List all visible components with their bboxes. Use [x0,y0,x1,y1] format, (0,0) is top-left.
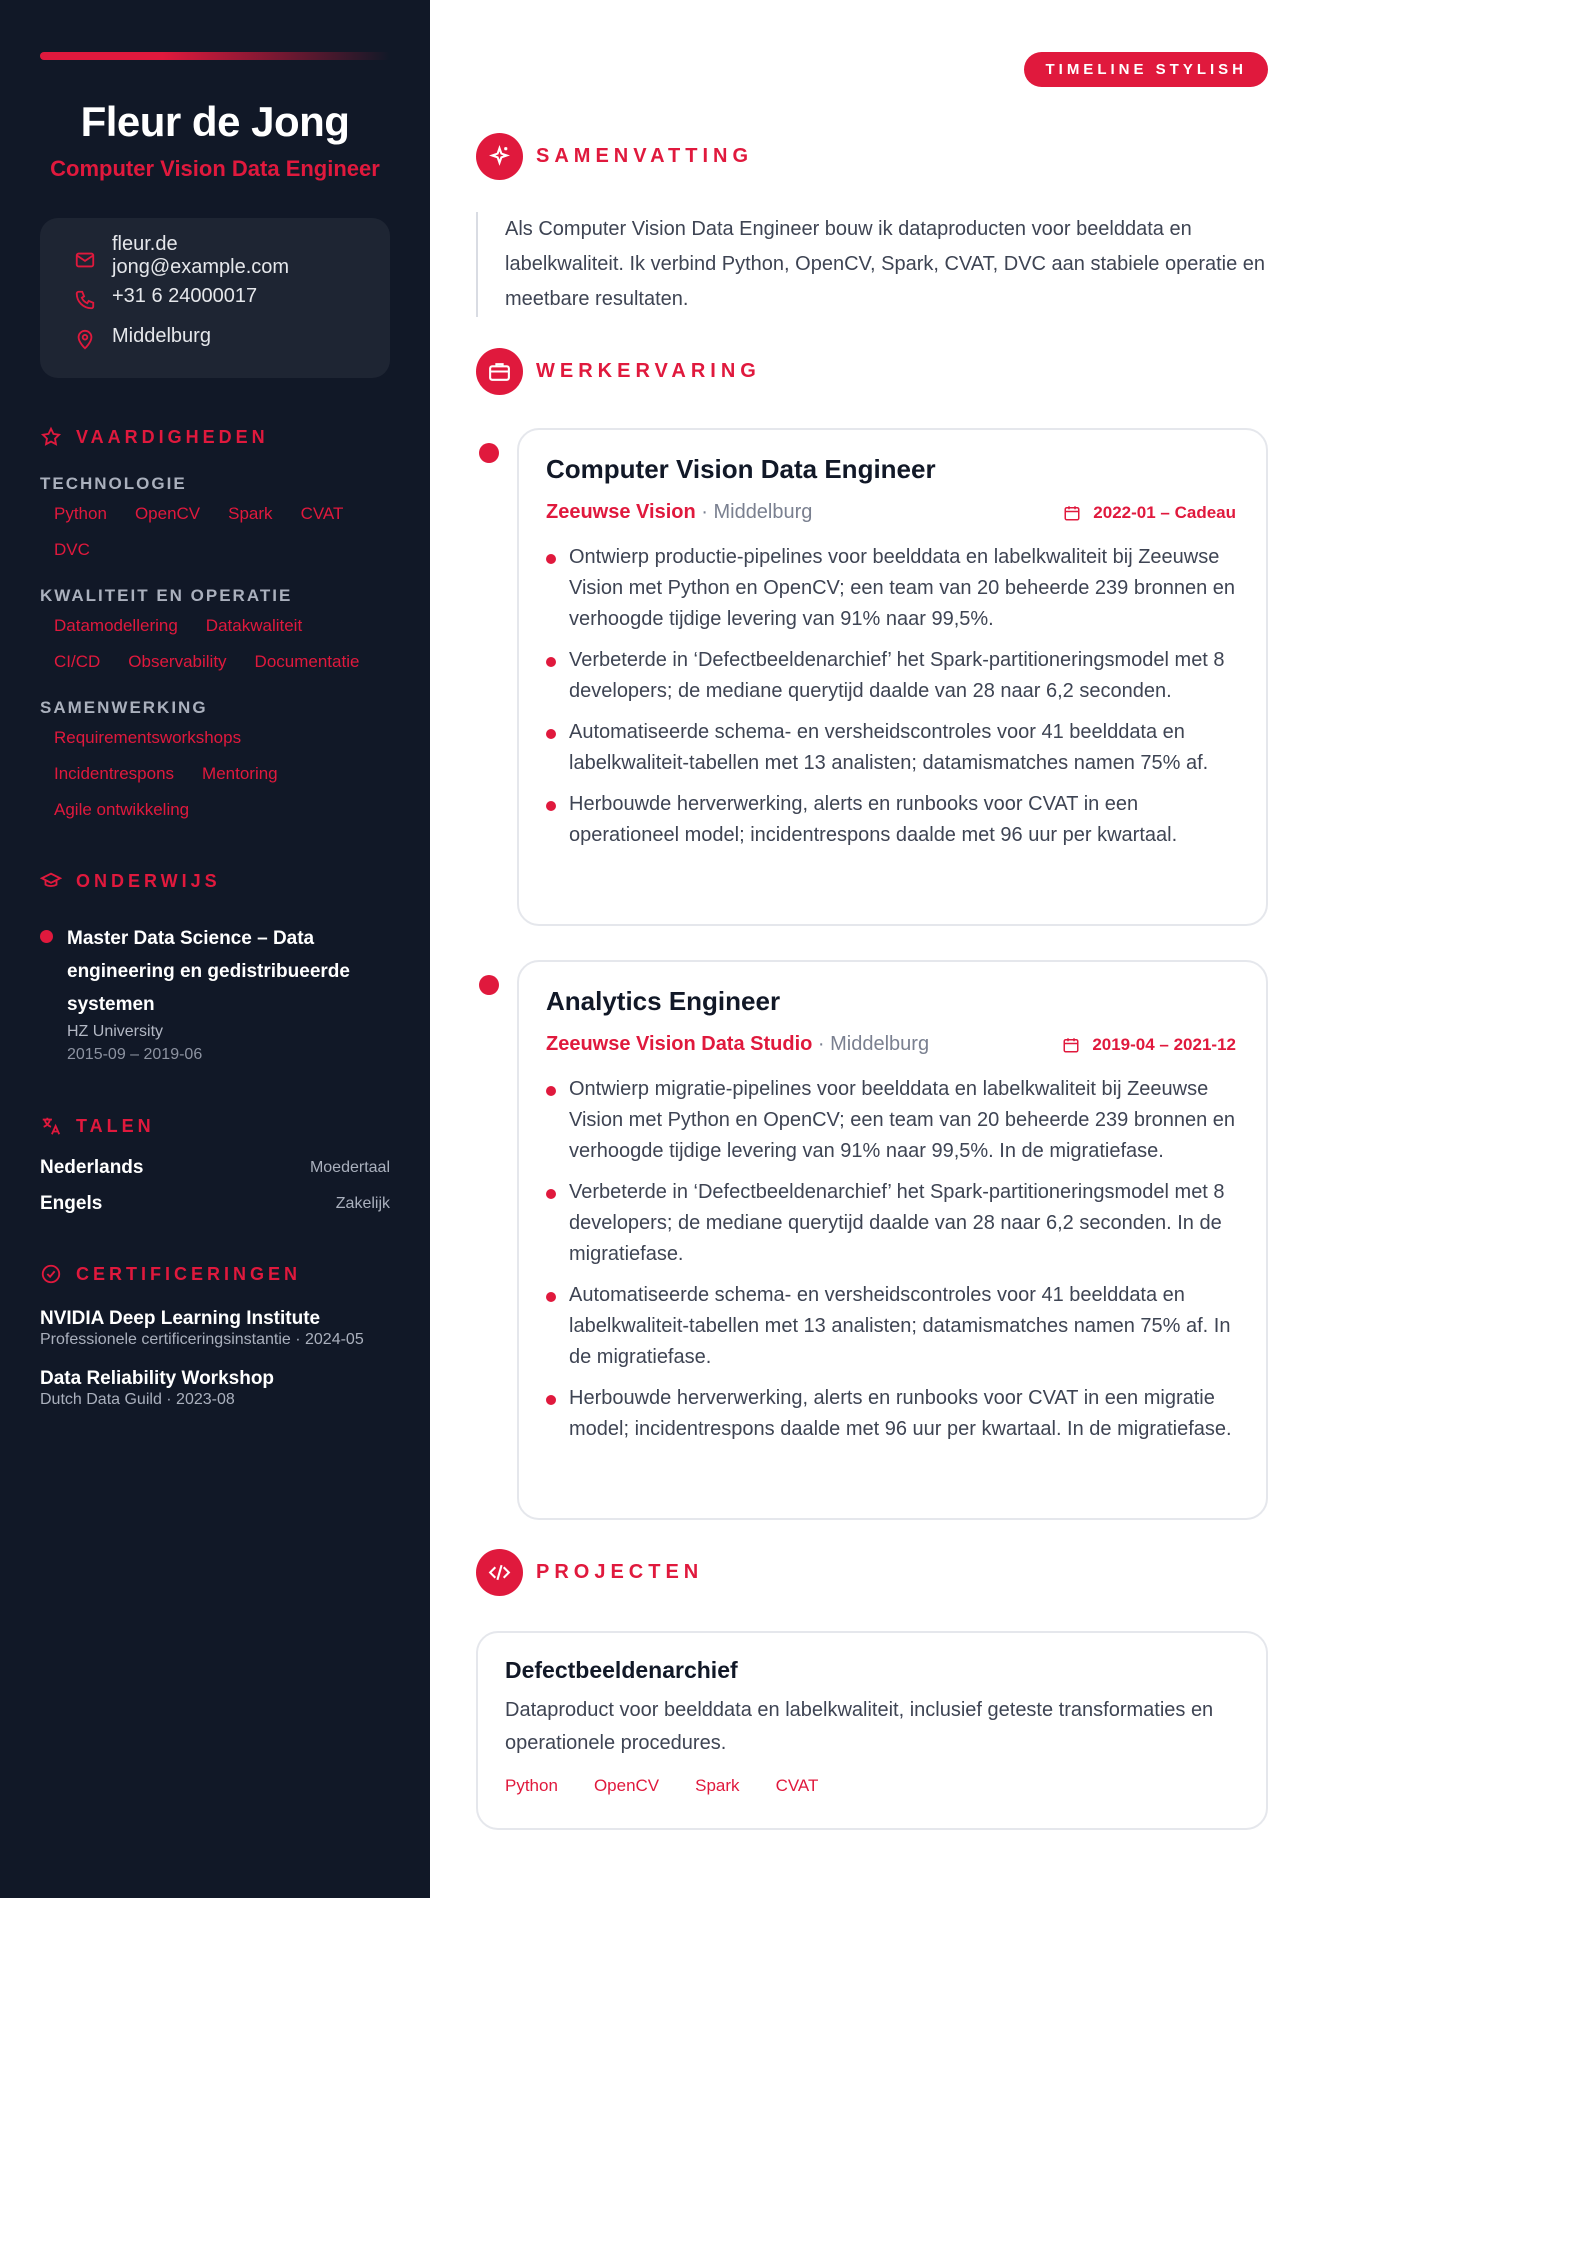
project-description: Dataproduct voor beelddata en labelkwaliteit, inclusief geteste transformaties en operationele procedures. [505,1699,1214,1754]
summary-heading: SAMENVATTING [476,133,753,180]
skill-group-title: TECHNOLOGIE [40,474,187,493]
job-location: · Middelburg [695,501,813,523]
bullet-item: Ontwierp migratie-pipelines voor beelddata en labelkwaliteit bij Zeeuwse Vision met Python en OpenCV; een team van 20 beheerde 239 bronnen en verhoogde tijdige levering van 91% naar 99,5%. In de migratiefase. [546,1074,1236,1167]
skill-chip: Agile ontwikkeling [54,800,190,819]
education-entry [40,922,390,1067]
certifications-heading: CERTIFICERINGEN [40,1263,390,1285]
sidebar [0,0,430,1898]
bullet-item: Automatiseerde schema- en versheidscontroles voor 41 beelddata en labelkwaliteit-tabellen met 13 analisten; datamismatches namen 75% af. [546,717,1236,779]
project-card [476,1631,1268,1830]
candidate-role: Computer Vision Data Engineer [50,156,380,181]
skill-chips [40,614,390,674]
school-name: HZ University [67,1023,164,1040]
timeline-dot [479,443,499,463]
bullet-item: Verbeterde in ‘Defectbeeldenarchief’ het Spark-partitioneringsmodel met 8 developers; de mediane querytijd daalde van 28 naar 6,2 seconden. In de migratiefase. [546,1177,1236,1270]
job-bullets [546,1074,1236,1445]
certification-name: NVIDIA Deep Learning Institute [40,1308,321,1329]
accent-bar [40,52,390,60]
contact-phone[interactable] [74,276,356,316]
bullet-item: Verbeterde in ‘Defectbeeldenarchief’ het Spark-partitioneringsmodel met 8 developers; de mediane querytijd daalde van 28 naar 6,2 seconden. [546,645,1236,707]
bullet-item: Automatiseerde schema- en versheidscontroles voor 41 beelddata en labelkwaliteit-tabellen met 13 analisten; datamismatches namen 75% af. In de migratiefase. [546,1280,1236,1373]
language-row [40,1157,390,1179]
star-icon [40,426,62,448]
contact-email[interactable] [74,233,356,278]
job-location: · Middelburg [812,1033,930,1055]
job-dates: 2022-01 – Cadeau [1063,503,1236,523]
education-dates: 2015-09 – 2019-06 [67,1046,203,1063]
project-tag: Python [505,1776,558,1795]
skill-chip: OpenCV [134,504,201,523]
skill-group-title: SAMENWERKING [40,698,208,717]
language-name: Nederlands [40,1157,144,1178]
location-text: Middelburg [112,324,211,347]
project-tag: OpenCV [593,1776,660,1795]
education-heading: ONDERWIJS [40,870,390,892]
project-tag: Spark [695,1776,740,1795]
sparkle-icon [476,133,523,180]
language-row [40,1193,390,1215]
bullet-item: Herbouwde herverwerking, alerts en runbooks voor CVAT in een migratie model; incidentrespons daalde met 96 uur per kwartaal. In de migratiefase. [546,1383,1236,1445]
language-name: Engels [40,1193,103,1214]
location-pin-icon [74,329,96,351]
company-name: Zeeuwse Vision Data Studio [546,1033,813,1055]
job-title: Analytics Engineer [546,986,781,1016]
calendar-icon [1062,1036,1080,1054]
email-text: fleur.de jong@example.com [112,233,290,278]
graduation-cap-icon [40,870,62,892]
job-dates: 2019-04 – 2021-12 [1062,1035,1236,1055]
candidate-name: Fleur de Jong [80,98,350,145]
skill-chip: Documentatie [254,652,360,671]
skill-chip: Observability [128,652,227,671]
projects-heading: PROJECTEN [476,1549,703,1596]
skill-chip: Python [54,504,107,523]
timeline-dot [479,975,499,995]
calendar-icon [1063,504,1081,522]
code-icon [476,1549,523,1596]
job-meta [546,501,1236,524]
template-badge: TIMELINE STYLISH [1024,52,1268,87]
job-card [517,960,1268,1520]
bullet-item: Ontwierp productie-pipelines voor beelddata en labelkwaliteit bij Zeeuwse Vision met Python en OpenCV; een team van 20 beheerde 239 bronnen en verhoogde tijdige levering van 91% naar 99,5%. [546,542,1236,635]
contact-location [74,316,356,356]
skills-heading: VAARDIGHEDEN [40,426,390,448]
job-meta [546,1033,1236,1056]
contact-card [40,218,390,378]
phone-text: +31 6 24000017 [112,284,258,307]
certification-entry [40,1367,390,1409]
skill-chip: Spark [228,504,273,523]
language-level: Moedertaal [309,1159,390,1176]
briefcase-icon [476,348,523,395]
job-bullets [546,542,1236,851]
languages-heading: TALEN [40,1115,390,1137]
language-level: Zakelijk [335,1195,390,1212]
skill-chip: Mentoring [202,764,278,783]
skill-chip: Datakwaliteit [205,616,303,635]
job-title: Computer Vision Data Engineer [546,454,936,484]
skill-chip: Datamodellering [54,616,178,635]
skill-chips [40,726,390,822]
project-name: Defectbeeldenarchief [505,1657,738,1683]
bullet-item: Herbouwde herverwerking, alerts en runbooks voor CVAT in een operationeel model; incidentrespons daalde met 96 uur per kwartaal. [546,789,1236,851]
job-card [517,428,1268,926]
skill-chip: Incidentrespons [54,764,175,783]
skill-chip: CVAT [300,504,344,523]
skill-chip: DVC [54,540,90,559]
project-tag: CVAT [775,1776,819,1795]
skill-chips [40,502,390,562]
project-tags [492,1774,1236,1798]
summary-text: Als Computer Vision Data Engineer bouw ik dataproducten voor beelddata en labelkwaliteit. Ik verbind Python, OpenCV, Spark, CVAT, DVC aan stabiele operatie en meetbare resultaten. [476,212,1268,317]
timeline-dot [40,930,53,943]
certification-detail: Dutch Data Guild · 2023-08 [40,1391,235,1408]
certification-name: Data Reliability Workshop [40,1368,275,1389]
certification-entry [40,1307,390,1349]
skill-chip: Requirementsworkshops [54,728,242,747]
degree-title: Master Data Science – Data engineering en gedistribueerde systemen [67,928,350,1015]
phone-icon [74,289,96,311]
translate-icon [40,1115,62,1137]
company-name: Zeeuwse Vision [546,501,696,523]
skill-chip: CI/CD [54,652,101,671]
experience-heading: WERKERVARING [476,348,761,395]
skill-group-title: KWALITEIT EN OPERATIE [40,586,293,605]
mail-icon [74,249,96,271]
certification-detail: Professionele certificeringsinstantie · 2024-05 [40,1331,364,1348]
check-circle-icon [40,1263,62,1285]
